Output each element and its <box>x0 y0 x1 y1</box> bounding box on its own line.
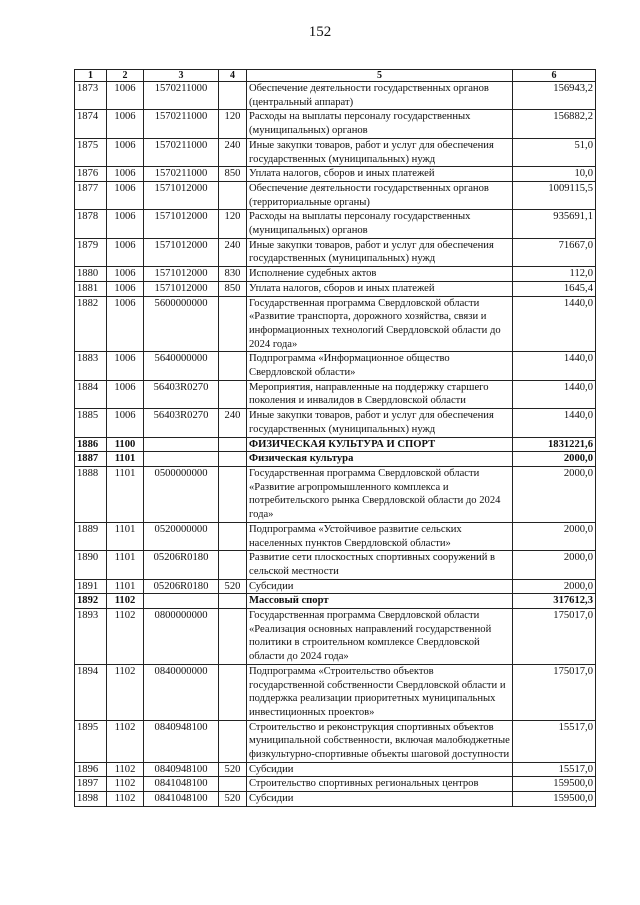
amount: 317612,3 <box>513 594 596 609</box>
item-name: Государственная программа Свердловской области «Развитие транспорта, дорожного хозяйства, связи и информационных технологий Свердловской области до 2024 года» <box>247 296 513 352</box>
expense-type-code: 850 <box>219 281 247 296</box>
section-code: 1006 <box>107 238 144 266</box>
expense-type-code <box>219 522 247 550</box>
amount: 2000,0 <box>513 452 596 467</box>
table-row <box>75 777 596 792</box>
amount: 1440,0 <box>513 352 596 380</box>
target-article-code: 0840000000 <box>144 664 219 720</box>
target-article-code: 5600000000 <box>144 296 219 352</box>
row-number: 1895 <box>75 720 107 762</box>
item-name: Мероприятия, направленные на поддержку старшего поколения и инвалидов в Свердловской области <box>247 380 513 408</box>
amount: 2000,0 <box>513 579 596 594</box>
amount: 1831221,6 <box>513 437 596 452</box>
item-name: Развитие сети плоскостных спортивных сооружений в сельской местности <box>247 551 513 579</box>
target-article-code: 0800000000 <box>144 609 219 665</box>
item-name: Массовый спорт <box>247 594 513 609</box>
amount: 15517,0 <box>513 762 596 777</box>
target-article-code <box>144 437 219 452</box>
expense-type-code: 120 <box>219 210 247 238</box>
table-row <box>75 579 596 594</box>
target-article-code: 0840948100 <box>144 720 219 762</box>
target-article-code: 5640000000 <box>144 352 219 380</box>
table-row <box>75 792 596 807</box>
expense-type-code <box>219 437 247 452</box>
row-number: 1890 <box>75 551 107 579</box>
amount: 112,0 <box>513 267 596 282</box>
amount: 1440,0 <box>513 409 596 437</box>
row-number: 1876 <box>75 167 107 182</box>
column-header: 6 <box>513 70 596 82</box>
section-code: 1006 <box>107 409 144 437</box>
table-row <box>75 267 596 282</box>
amount: 2000,0 <box>513 522 596 550</box>
target-article-code: 1571012000 <box>144 181 219 209</box>
section-code: 1006 <box>107 281 144 296</box>
expense-type-code: 240 <box>219 138 247 166</box>
expense-type-code <box>219 466 247 522</box>
expense-type-code: 520 <box>219 792 247 807</box>
table-row <box>75 452 596 467</box>
row-number: 1881 <box>75 281 107 296</box>
item-name: Обеспечение деятельности государственных органов (центральный аппарат) <box>247 82 513 110</box>
target-article-code: 1571012000 <box>144 267 219 282</box>
expense-type-code: 830 <box>219 267 247 282</box>
section-code: 1006 <box>107 210 144 238</box>
expense-type-code <box>219 82 247 110</box>
target-article-code: 0841048100 <box>144 792 219 807</box>
row-number: 1894 <box>75 664 107 720</box>
table-row <box>75 762 596 777</box>
table-body <box>75 82 596 807</box>
column-header: 4 <box>219 70 247 82</box>
amount: 1645,4 <box>513 281 596 296</box>
row-number: 1877 <box>75 181 107 209</box>
item-name: Субсидии <box>247 762 513 777</box>
table-row <box>75 720 596 762</box>
item-name: Расходы на выплаты персоналу государственных (муниципальных) органов <box>247 210 513 238</box>
section-code: 1102 <box>107 720 144 762</box>
row-number: 1886 <box>75 437 107 452</box>
amount: 935691,1 <box>513 210 596 238</box>
item-name: Строительство и реконструкция спортивных объектов муниципальной собственности, включая малобюджетные физкультурно-спортивные объекты шаговой доступности <box>247 720 513 762</box>
row-number: 1892 <box>75 594 107 609</box>
section-code: 1101 <box>107 551 144 579</box>
target-article-code: 1571012000 <box>144 210 219 238</box>
amount: 156882,2 <box>513 110 596 138</box>
amount: 1009115,5 <box>513 181 596 209</box>
amount: 15517,0 <box>513 720 596 762</box>
expense-type-code: 120 <box>219 110 247 138</box>
item-name: Подпрограмма «Информационное общество Свердловской области» <box>247 352 513 380</box>
table-row <box>75 82 596 110</box>
row-number: 1891 <box>75 579 107 594</box>
budget-table <box>74 69 596 807</box>
target-article-code: 1570211000 <box>144 167 219 182</box>
item-name: Строительство спортивных региональных центров <box>247 777 513 792</box>
section-code: 1102 <box>107 609 144 665</box>
amount: 159500,0 <box>513 792 596 807</box>
item-name: Иные закупки товаров, работ и услуг для обеспечения государственных (муниципальных) нужд <box>247 138 513 166</box>
section-code: 1006 <box>107 82 144 110</box>
item-name: Уплата налогов, сборов и иных платежей <box>247 281 513 296</box>
item-name: Субсидии <box>247 579 513 594</box>
row-number: 1898 <box>75 792 107 807</box>
row-number: 1888 <box>75 466 107 522</box>
section-code: 1006 <box>107 167 144 182</box>
expense-type-code <box>219 551 247 579</box>
table-row <box>75 352 596 380</box>
item-name: Иные закупки товаров, работ и услуг для обеспечения государственных (муниципальных) нужд <box>247 409 513 437</box>
section-code: 1102 <box>107 792 144 807</box>
table-row <box>75 664 596 720</box>
row-number: 1897 <box>75 777 107 792</box>
row-number: 1889 <box>75 522 107 550</box>
section-code: 1006 <box>107 380 144 408</box>
section-code: 1006 <box>107 138 144 166</box>
expense-type-code: 520 <box>219 762 247 777</box>
item-name: Расходы на выплаты персоналу государственных (муниципальных) органов <box>247 110 513 138</box>
table-row <box>75 296 596 352</box>
expense-type-code <box>219 380 247 408</box>
table-header-row <box>75 70 596 82</box>
target-article-code: 0840948100 <box>144 762 219 777</box>
row-number: 1884 <box>75 380 107 408</box>
table-row <box>75 409 596 437</box>
section-code: 1101 <box>107 452 144 467</box>
target-article-code: 56403R0270 <box>144 380 219 408</box>
table-row <box>75 138 596 166</box>
section-code: 1102 <box>107 762 144 777</box>
amount: 159500,0 <box>513 777 596 792</box>
row-number: 1878 <box>75 210 107 238</box>
table-row <box>75 210 596 238</box>
item-name: ФИЗИЧЕСКАЯ КУЛЬТУРА И СПОРТ <box>247 437 513 452</box>
item-name: Физическая культура <box>247 452 513 467</box>
row-number: 1873 <box>75 82 107 110</box>
section-code: 1102 <box>107 777 144 792</box>
column-header: 1 <box>75 70 107 82</box>
expense-type-code <box>219 452 247 467</box>
expense-type-code: 850 <box>219 167 247 182</box>
item-name: Уплата налогов, сборов и иных платежей <box>247 167 513 182</box>
table-row <box>75 380 596 408</box>
column-header: 3 <box>144 70 219 82</box>
section-code: 1006 <box>107 267 144 282</box>
target-article-code <box>144 594 219 609</box>
page-number: 152 <box>308 24 332 40</box>
expense-type-code <box>219 296 247 352</box>
column-header: 2 <box>107 70 144 82</box>
expense-type-code <box>219 609 247 665</box>
section-code: 1101 <box>107 466 144 522</box>
row-number: 1887 <box>75 452 107 467</box>
expense-type-code <box>219 664 247 720</box>
column-header: 5 <box>247 70 513 82</box>
item-name: Обеспечение деятельности государственных органов (территориальные органы) <box>247 181 513 209</box>
table-row <box>75 281 596 296</box>
amount: 51,0 <box>513 138 596 166</box>
row-number: 1875 <box>75 138 107 166</box>
table-row <box>75 437 596 452</box>
row-number: 1896 <box>75 762 107 777</box>
expense-type-code: 240 <box>219 409 247 437</box>
section-code: 1006 <box>107 352 144 380</box>
target-article-code: 0500000000 <box>144 466 219 522</box>
amount: 10,0 <box>513 167 596 182</box>
item-name: Подпрограмма «Строительство объектов государственной собственности Свердловской области и поддержка реализации приоритетных муниципальных инвестиционных проектов» <box>247 664 513 720</box>
row-number: 1893 <box>75 609 107 665</box>
target-article-code: 56403R0270 <box>144 409 219 437</box>
target-article-code: 1571012000 <box>144 238 219 266</box>
target-article-code <box>144 452 219 467</box>
row-number: 1880 <box>75 267 107 282</box>
target-article-code: 0841048100 <box>144 777 219 792</box>
expense-type-code: 240 <box>219 238 247 266</box>
section-code: 1006 <box>107 181 144 209</box>
item-name: Субсидии <box>247 792 513 807</box>
table-row <box>75 466 596 522</box>
expense-type-code <box>219 181 247 209</box>
item-name: Государственная программа Свердловской области «Реализация основных направлений государственной политики в строительном комплексе Свердловской области до 2024 года» <box>247 609 513 665</box>
expense-type-code <box>219 594 247 609</box>
item-name: Иные закупки товаров, работ и услуг для обеспечения государственных (муниципальных) нужд <box>247 238 513 266</box>
table-row <box>75 110 596 138</box>
amount: 2000,0 <box>513 466 596 522</box>
table-row <box>75 594 596 609</box>
row-number: 1883 <box>75 352 107 380</box>
amount: 1440,0 <box>513 380 596 408</box>
target-article-code: 0520000000 <box>144 522 219 550</box>
row-number: 1874 <box>75 110 107 138</box>
amount: 156943,2 <box>513 82 596 110</box>
amount: 175017,0 <box>513 609 596 665</box>
table-row <box>75 522 596 550</box>
target-article-code: 05206R0180 <box>144 579 219 594</box>
amount: 1440,0 <box>513 296 596 352</box>
target-article-code: 1570211000 <box>144 110 219 138</box>
row-number: 1885 <box>75 409 107 437</box>
expense-type-code <box>219 720 247 762</box>
section-code: 1102 <box>107 664 144 720</box>
item-name: Государственная программа Свердловской области «Развитие агропромышленного комплекса и потребительского рынка Свердловской области до 2024 года» <box>247 466 513 522</box>
expense-type-code <box>219 777 247 792</box>
row-number: 1882 <box>75 296 107 352</box>
table-row <box>75 181 596 209</box>
table-row <box>75 609 596 665</box>
section-code: 1102 <box>107 594 144 609</box>
amount: 71667,0 <box>513 238 596 266</box>
target-article-code: 05206R0180 <box>144 551 219 579</box>
item-name: Исполнение судебных актов <box>247 267 513 282</box>
item-name: Подпрограмма «Устойчивое развитие сельских населенных пунктов Свердловской области» <box>247 522 513 550</box>
row-number: 1879 <box>75 238 107 266</box>
expense-type-code: 520 <box>219 579 247 594</box>
amount: 2000,0 <box>513 551 596 579</box>
target-article-code: 1570211000 <box>144 138 219 166</box>
target-article-code: 1570211000 <box>144 82 219 110</box>
table-row <box>75 167 596 182</box>
table-row <box>75 238 596 266</box>
target-article-code: 1571012000 <box>144 281 219 296</box>
section-code: 1101 <box>107 579 144 594</box>
table-row <box>75 551 596 579</box>
section-code: 1006 <box>107 110 144 138</box>
expense-type-code <box>219 352 247 380</box>
section-code: 1006 <box>107 296 144 352</box>
section-code: 1101 <box>107 522 144 550</box>
amount: 175017,0 <box>513 664 596 720</box>
section-code: 1100 <box>107 437 144 452</box>
